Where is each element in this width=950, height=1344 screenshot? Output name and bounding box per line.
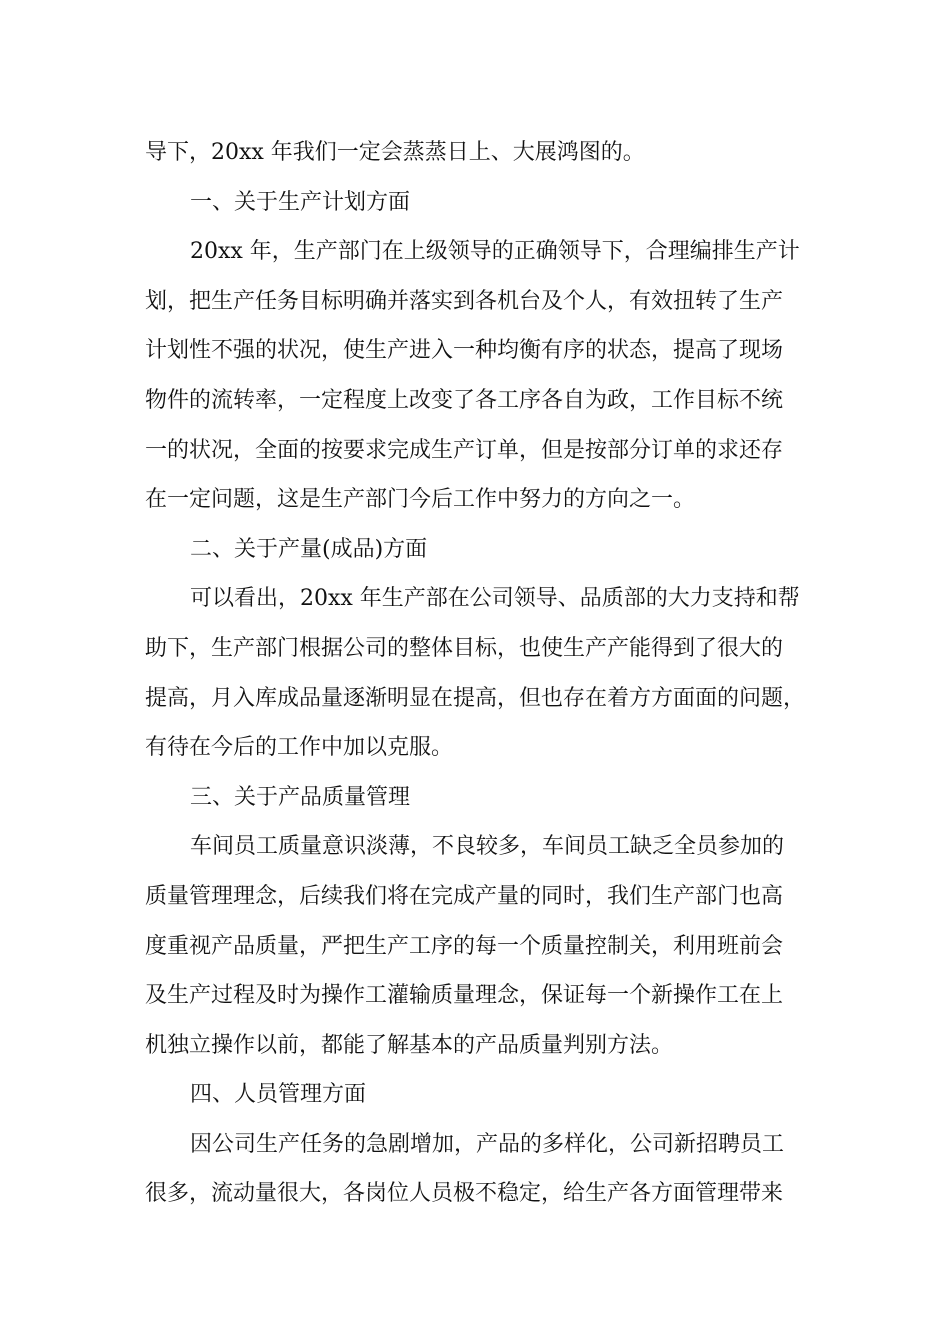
text-line: 助下，生产部门根据公司的整体目标，也使生产产能得到了很大的 xyxy=(145,635,784,661)
section-heading: 四、人员管理方面 xyxy=(190,1082,367,1108)
text-line: 导下，20xx 年我们一定会蒸蒸日上、大展鸿图的。 xyxy=(145,140,645,165)
text-line: 机独立操作以前，都能了解基本的产品质量判别方法。 xyxy=(145,1032,674,1058)
section-heading: 一、关于生产计划方面 xyxy=(190,189,411,215)
text-line: 度重视产品质量，严把生产工序的每一个质量控制关，利用班前会 xyxy=(145,933,784,959)
text-line: 有待在今后的工作中加以克服。 xyxy=(145,735,454,761)
text-line: 质量管理理念，后续我们将在完成产量的同时，我们生产部门也高 xyxy=(145,883,784,909)
text-line: 在一定问题，这是生产部门今后工作中努力的方向之一。 xyxy=(145,487,696,513)
section-heading: 三、关于产品质量管理 xyxy=(190,784,411,810)
text-line: 划，把生产任务目标明确并落实到各机台及个人，有效扭转了生产 xyxy=(145,288,784,314)
document-body xyxy=(145,128,825,1219)
text-line: 20xx 年，生产部门在上级领导的正确领导下，合理编排生产计 xyxy=(190,239,800,265)
text-line: 一的状况，全面的按要求完成生产订单，但是按部分订单的求还存 xyxy=(145,437,784,463)
text-line: 物件的流转率，一定程度上改变了各工序各自为政，工作目标不统 xyxy=(145,387,784,413)
text-line: 及生产过程及时为操作工灌输质量理念，保证每一个新操作工在上 xyxy=(145,983,784,1009)
text-line: 提高，月入库成品量逐渐明显在提高，但也存在着方方面面的问题， xyxy=(145,685,806,711)
text-line: 很多，流动量很大，各岗位人员极不稳定，给生产各方面管理带来 xyxy=(145,1181,784,1207)
section-heading: 二、关于产量(成品)方面 xyxy=(190,536,428,562)
text-line: 因公司生产任务的急剧增加，产品的多样化，公司新招聘员工 xyxy=(190,1131,785,1157)
text-line: 车间员工质量意识淡薄，不良较多，车间员工缺乏全员参加的 xyxy=(190,834,785,860)
text-line: 可以看出，20xx 年生产部在公司领导、品质部的大力支持和帮 xyxy=(190,586,800,612)
text-line: 计划性不强的状况，使生产进入一种均衡有序的状态，提高了现场 xyxy=(145,338,784,364)
